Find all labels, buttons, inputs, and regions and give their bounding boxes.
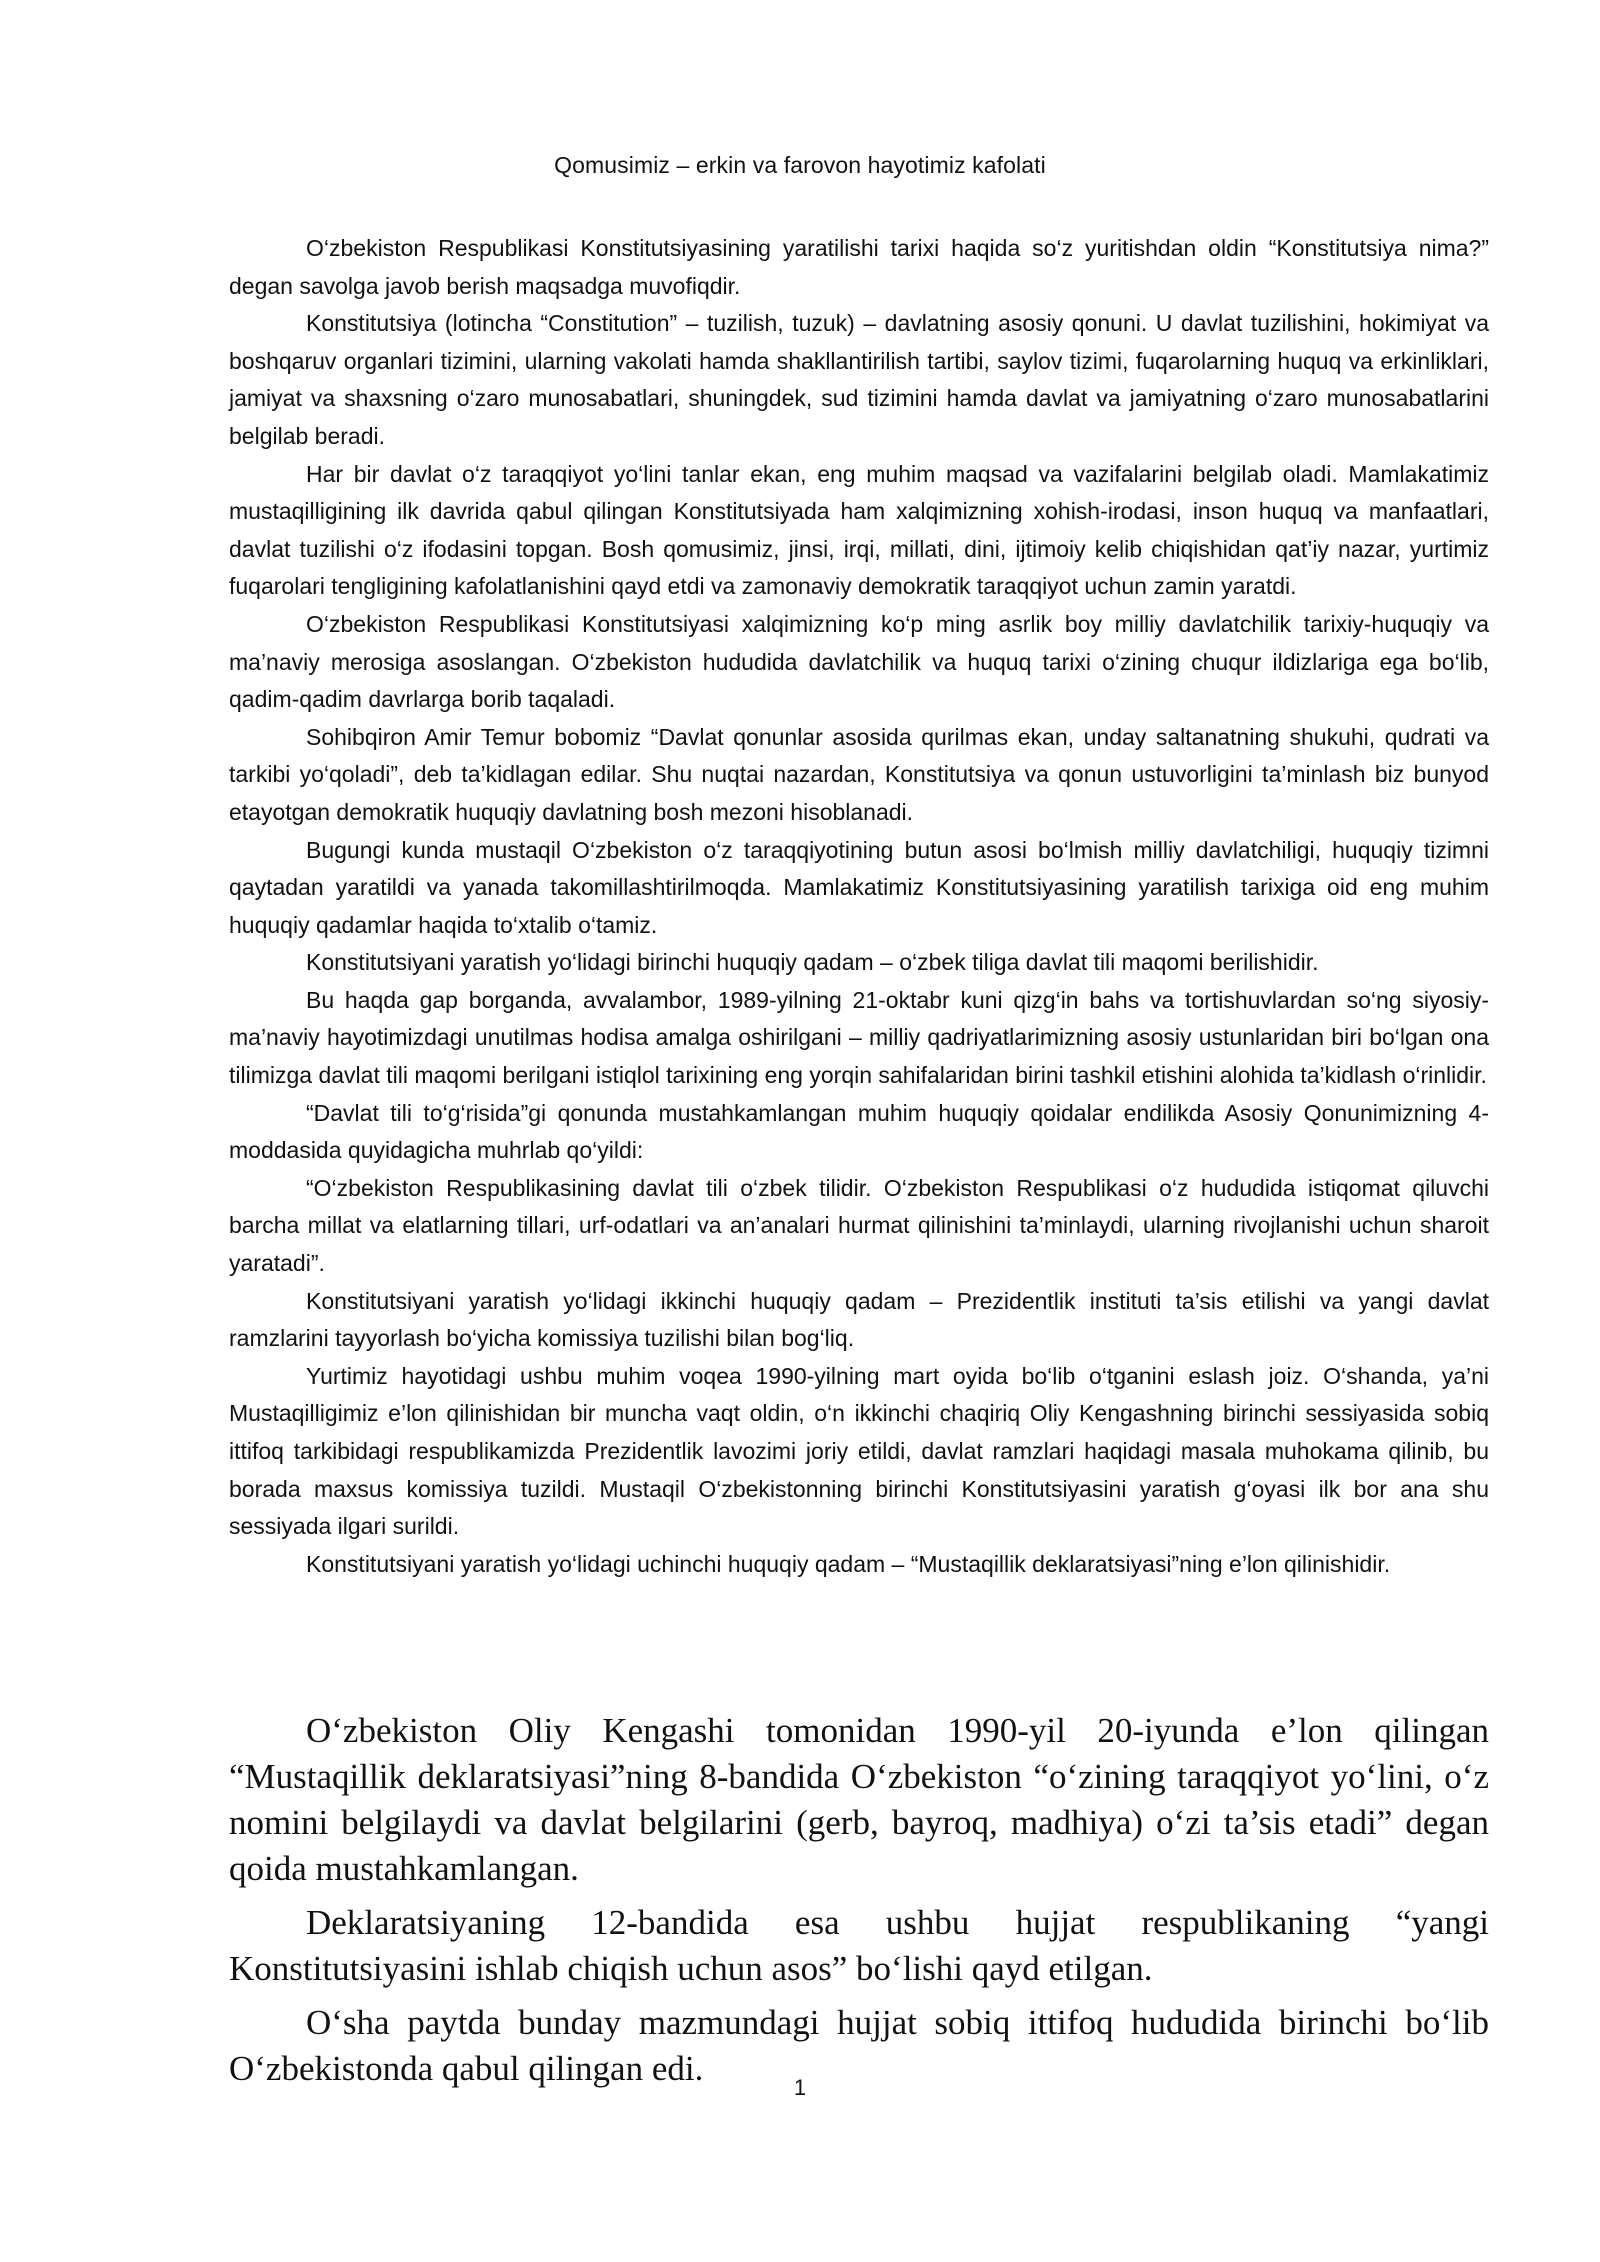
paragraph: Bu haqda gap borganda, avvalambor, 1989-yilning 21-oktabr kuni qizg‘in bahs va tortishuvlardan so‘ng siyosiy-ma’naviy hayotimizdagi unutilmas hodisa amalga oshirilgani – milliy qadriyatlarimizning asosiy ustunlaridan biri bo‘lgan ona tilimizga davlat tili maqomi berilgani istiqlol tarixining eng yorqin sahifalaridan birini tashkil etishini alohida ta’kidlash o‘rinlidir. [229, 986, 1489, 1089]
paragraph: “Davlat tili to‘g‘risida”gi qonunda mustahkamlangan muhim huquqiy qoidalar endilikda Asosiy Qonunimizning 4-moddasida quyidagicha muhrlab qo‘yildi: [229, 1099, 1489, 1164]
paragraph: Bugungi kunda mustaqil O‘zbekiston o‘z taraqqiyotining butun asosi bo‘lmish milliy davlatchiligi, huquqiy tizimni qaytadan yaratildi va yanada takomillashtirilmoqda. Mamlakatimiz Konstitutsiyasining yaratilish tarixiga oid eng muhim huquqiy qadamlar haqida to‘xtalib o‘tamiz. [229, 836, 1489, 938]
paragraph: O‘sha paytda bunday mazmundagi hujjat sobiq ittifoq hududida birinchi bo‘lib O‘zbekistonda qabul qilingan edi. [229, 2003, 1489, 2088]
paragraph: Konstitutsiya (lotincha “Constitution” – tuzilish, tuzuk) – davlatning asosiy qonuni. U davlat tuzilishini, hokimiyat va boshqaruv organlari tizimini, ularning vakolati hamda shakllantirilish tartibi, saylov tizimi, fuqarolarning huquq va erkinliklari, jamiyat va shaxsning o‘zaro munosabatlari, shuningdek, sud tizimini hamda davlat va jamiyatning o‘zaro munosabatlarini belgilab beradi. [229, 310, 1489, 449]
quote-paragraph: “O‘zbekiston Respublikasining davlat tili o‘zbek tilidir. O‘zbekiston Respublikasi o‘z hududida istiqomat qiluvchi barcha millat va elatlarning tillari, urf-odatlari va an’analari hurmat qilinishini ta’minlaydi, ularning rivojlanishi uchun sharoit yaratadi”. [229, 1174, 1489, 1277]
paragraph: Har bir davlat o‘z taraqqiyot yo‘lini tanlar ekan, eng muhim maqsad va vazifalarini belgilab oladi. Mamlakatimiz mustaqilligining ilk davrida qabul qilingan Konstitutsiyada ham xalqimizning xohish-irodasi, inson huquq va manfaatlari, davlat tuzilishi o‘z ifodasini topgan. Bosh qomusimiz, jinsi, irqi, millati, dini, ijtimoiy kelib chiqishidan qat’iy nazar, yurtimiz fuqarolari tengligining kafolatlanishini qayd etdi va zamonaviy demokratik taraqqiyot uchun zamin yaratdi. [229, 460, 1489, 600]
paragraph: O‘zbekiston Respublikasi Konstitutsiyasining yaratilishi tarixi haqida so‘z yuritishdan oldin “Konstitutsiya nima?” degan savolga javob berish maqsadga muvofiqdir. [229, 235, 1489, 299]
paragraph: Konstitutsiyani yaratish yo‘lidagi uchinchi huquqiy qadam – “Mustaqillik deklaratsiyasi”ning e’lon qilinishidir. [306, 1550, 1391, 1577]
page-number: 1 [793, 2075, 807, 2100]
page-title: Qomusimiz – erkin va farovon hayotimiz kafolati [554, 152, 1046, 178]
paragraph: Sohibqiron Amir Temur bobomiz “Davlat qonunlar asosida qurilmas ekan, unday saltanatning shukuhi, qudrati va tarkibi yo‘qoladi”, deb ta’kidlagan edilar. Shu nuqtai nazardan, Konstitutsiya va qonun ustuvorligini ta’minlash biz bunyod etayotgan demokratik huquqiy davlatning bosh mezoni hisoblanadi. [229, 723, 1489, 825]
paragraph: Deklaratsiyaning 12-bandida esa ushbu hujjat respublikaning “yangi Konstitutsiyasini ishlab chiqish uchun asos” bo‘lishi qayd etilgan. [229, 1903, 1489, 1988]
paragraph: Konstitutsiyani yaratish yo‘lidagi birinchi huquqiy qadam – o‘zbek tiliga davlat tili maqomi berilishidir. [306, 949, 1319, 976]
paragraph: Yurtimiz hayotidagi ushbu muhim voqea 1990-yilning mart oyida bo‘lib o‘tganini eslash joiz. O‘shanda, ya’ni Mustaqilligimiz e’lon qilinishidan bir muncha vaqt oldin, o‘n ikkinchi chaqiriq Oliy Kengashning birinchi sessiyasida sobiq ittifoq tarkibidagi respublikamizda Prezidentlik lavozimi joriy etildi, davlat ramzlari haqidagi masala muhokama qilinib, bu borada maxsus komissiya tuzildi. Mustaqil O‘zbekistonning birinchi Konstitutsiyasini yaratish g‘oyasi ilk bor ana shu sessiyada ilgari surildi. [229, 1362, 1489, 1540]
paragraph: O‘zbekiston Oliy Kengashi tomonidan 1990-yil 20-iyunda e’lon qilingan “Mustaqillik deklaratsiyasi”ning 8-bandida O‘zbekiston “o‘zining taraqqiyot yo‘lini, o‘z nomini belgilaydi va davlat belgilarini (gerb, bayroq, madhiya) o‘zi ta’sis etadi” degan qoida mustahkamlangan. [229, 1711, 1489, 1888]
paragraph: Konstitutsiyani yaratish yo‘lidagi ikkinchi huquqiy qadam – Prezidentlik instituti ta’sis etilishi va yangi davlat ramzlarini tayyorlash bo‘yicha komissiya tuzilishi bilan bog‘liq. [229, 1287, 1489, 1352]
body-text-sans [229, 230, 1489, 1583]
body-text-serif [229, 1708, 1489, 2100]
paragraph: O‘zbekiston Respublikasi Konstitutsiyasi xalqimizning ko‘p ming asrlik boy milliy davlatchilik tarixiy-huquqiy va ma’naviy merosiga asoslangan. O‘zbekiston hududida davlatchilik va huquq tarixi o‘zining chuqur ildizlariga ega bo‘lib, qadim-qadim davrlarga borib taqaladi. [229, 610, 1489, 713]
